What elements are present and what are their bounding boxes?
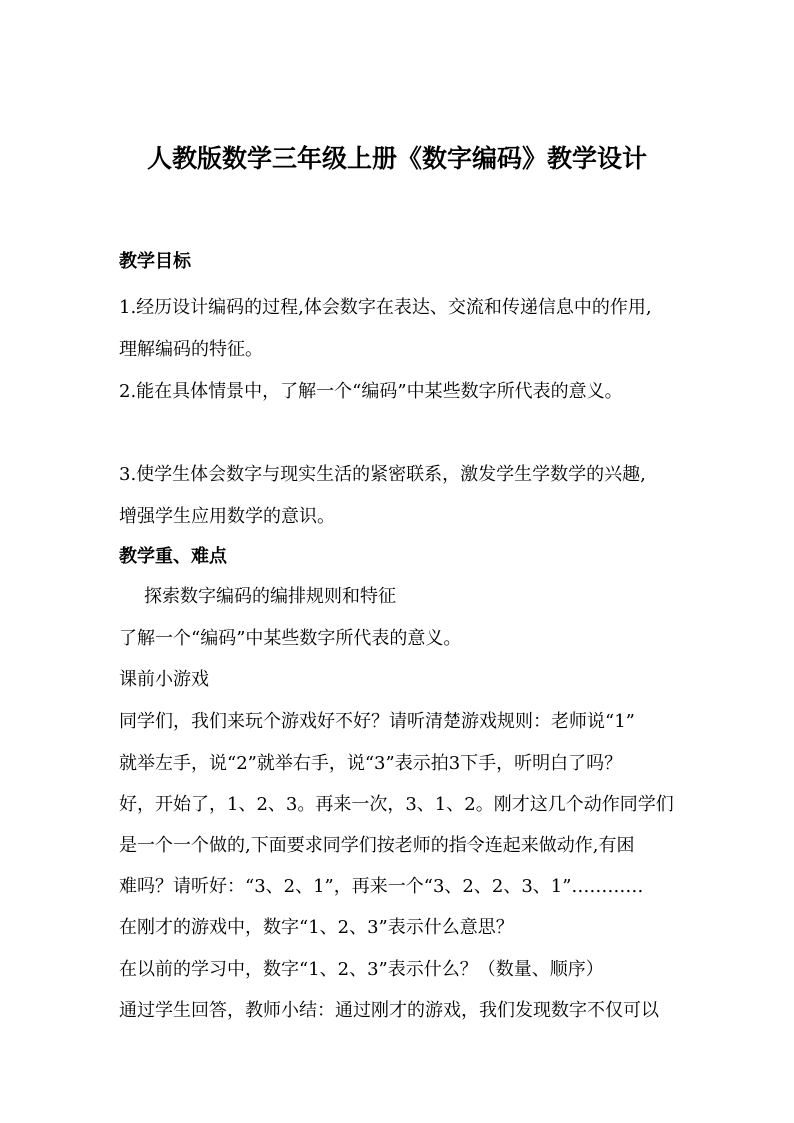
paragraph-line: 了解一个“编码”中某些数字所代表的意义。 [119, 628, 462, 649]
section-heading-key-points: 教学重、难点 [119, 546, 227, 567]
section-heading-teaching-goals: 教学目标 [119, 251, 191, 272]
paragraph-line: 在以前的学习中，数字“1、2、3”表示什么？（数量、顺序） [119, 959, 604, 980]
paragraph-line: 同学们，我们来玩个游戏好不好？请听清楚游戏规则：老师说“1” [119, 711, 635, 732]
paragraph-line: 1.经历设计编码的过程,体会数字在表达、交流和传递信息中的作用, [119, 297, 652, 318]
paragraph-line: 探索数字编码的编排规则和特征 [144, 586, 396, 607]
paragraph-line: 是一个一个做的,下面要求同学们按老师的指令连起来做动作,有困 [119, 835, 635, 856]
paragraph-line: 3.使学生体会数字与现实生活的紧密联系，激发学生学数学的兴趣, [119, 464, 646, 485]
paragraph-line: 增强学生应用数学的意识。 [119, 506, 335, 527]
document-title: 人教版数学三年级上册《数字编码》教学设计 [146, 144, 647, 173]
paragraph-line: 难吗？请听好：“3、2、1”，再来一个“3、2、2、3、1”………… [119, 876, 644, 897]
paragraph-line: 在刚才的游戏中，数字“1、2、3”表示什么意思？ [119, 917, 514, 938]
paragraph-line: 2.能在具体情景中，了解一个“编码”中某些数字所代表的意义。 [119, 381, 623, 402]
paragraph-line: 就举左手，说“2”就举右手，说“3”表示拍3下手，听明白了吗？ [119, 753, 623, 774]
paragraph-line: 通过学生回答，教师小结：通过刚才的游戏，我们发现数字不仅可以 [119, 1000, 659, 1021]
paragraph-line: 好，开始了，1、2、3。再来一次，3、1、2。刚才这几个动作同学们 [119, 794, 674, 815]
paragraph-line: 理解编码的特征。 [119, 339, 263, 360]
section-heading-warmup-game: 课前小游戏 [119, 669, 209, 690]
